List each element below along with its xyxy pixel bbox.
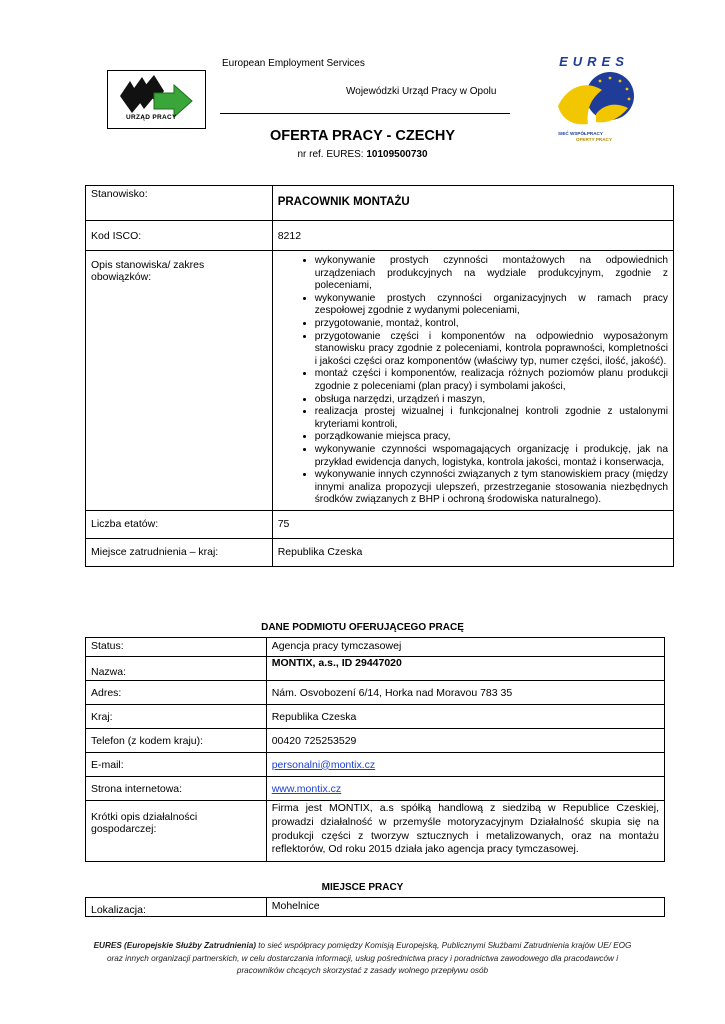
workplace-table [85, 897, 665, 917]
isco-value: 8212 [272, 221, 673, 251]
country-value: Republika Czeska [266, 705, 664, 729]
duty-item: • porządkowanie miejsca pracy, [315, 431, 668, 444]
web-label: Strona internetowa: [86, 777, 267, 801]
address-label: Adres: [86, 681, 267, 705]
count-value: 75 [272, 510, 673, 538]
duty-item: • wykonywanie prostych czynności organizacyjnych w ramach pracy zespołowej zgodnie z wydanymi poleceniami, [315, 293, 668, 318]
eures-logo-icon [552, 68, 636, 130]
email-link[interactable]: personalni@montix.cz [271, 758, 376, 771]
duty-item: • przygotowanie, montaż, kontrol, [315, 318, 668, 331]
email-label: E-mail: [86, 753, 267, 777]
header-divider [220, 113, 510, 114]
position-row [86, 186, 674, 221]
duty-item: • przygotowanie części i komponentów na odpowiednio wyposażonym stanowisku pracy zgodnie z poleceniami, kontrola poprawności, kompletności i jakości części oraz komponentów (właściwy typ, numer części, ilość, jakość). [315, 331, 668, 369]
position-label: Stanowisko: [86, 186, 273, 221]
page-title: OFERTA PRACY - CZECHY [269, 128, 456, 144]
footer-line-2: oraz innych organizacji partnerskich, w celu dostarczania informacji, usług pośrednictwa pracy i poradnictwa zawodowego dla pracodawców i [106, 953, 619, 963]
reference-line [0, 149, 725, 160]
duty-item: • wykonywanie czynności wspomagających organizację i produkcję, jak na przykład ewidencja danych, logistyka, kontrola jakości, montaż i konserwacja, [315, 444, 668, 469]
isco-row [86, 221, 674, 251]
eures-logo-sub1: SIEĆ WSPÓŁPRACY [558, 131, 603, 136]
footer-eures-name: EURES (Europejskie Służby Zatrudnienia) [93, 941, 256, 950]
employer-heading: DANE PODMIOTU OFERUJĄCEGO PRACĘ [261, 622, 464, 633]
reference-number: 10109500730 [366, 149, 428, 160]
footer-line-3: pracowników chcących skorzystać z zasady wolnego przepływu osób [236, 966, 489, 975]
description-value: Firma jest MONTIX, a.s spółką handlową z siedzibą w Republice Czeskiej, prowadzi działalność w przemyśle motoryzacyjnym Działalność skupia się na produkcji części z tworzyw sztucznych i metalizowanych, oraz na montażu reflektorów, Od roku 2015 działa jako agencja pracy tymczasowej. [266, 801, 664, 862]
duties-list [273, 255, 668, 507]
duty-item: • realizacja prostej wizualnej i funkcjonalnej kontroli zgodnie z ustalonymi kryteriami kontroli, [315, 406, 668, 431]
office-name: Wojewódzki Urząd Pracy w Opolu [346, 86, 497, 97]
reference-label: nr ref. EURES: [297, 149, 364, 160]
status-value: Agencja pracy tymczasowej [266, 638, 664, 657]
urzad-pracy-logo [107, 70, 206, 129]
employer-table [85, 637, 665, 862]
country-label: Kraj: [86, 705, 267, 729]
urzad-pracy-logo-text: URZĄD PRACY [126, 114, 177, 121]
duty-item: • wykonywanie innych czynności związanych z tym stanowiskiem pracy (między innymi analiza propozycji ulepszeń, przestrzeganie stosowania niezbędnych środków związanych z BHP i ochroną środowiska naturalnego). [315, 469, 668, 507]
footer-line-1-text: to sieć współpracy pomiędzy Komisją Europejską, Publicznymi Służbami Zatrudnienia krajów UE/ EOG [256, 941, 632, 950]
place-row [86, 538, 674, 566]
duty-item: • obsługa narzędzi, urządzeń i maszyn, [315, 394, 668, 407]
description-label: Krótki opis działalności gospodarczej: [86, 801, 267, 862]
location-value: Mohelnice [266, 898, 664, 917]
eures-logo-sub2: OFERTY PRACY [576, 137, 612, 142]
isco-label: Kod ISCO: [86, 221, 273, 251]
name-label: Nazwa: [86, 657, 267, 681]
address-value: Nám. Osvobození 6/14, Horka nad Moravou 783 35 [266, 681, 664, 705]
place-value: Republika Czeska [272, 538, 673, 566]
duties-label: Opis stanowiska/ zakres obowiązków: [86, 251, 273, 511]
duty-item: • wykonywanie prostych czynności montażowych na odpowiednich urządzeniach produkcyjnych na wydziale produkcyjnym, zgodnie z poleceniami, [315, 255, 668, 293]
position-value: PRACOWNIK MONTAŻU [277, 196, 410, 208]
duties-row [86, 251, 674, 511]
duty-item: • montaż części i komponentów, realizacja różnych poziomów planu produkcji zgodnie z poleceniami (plan pracy) i symbolami jakości, [315, 368, 668, 393]
location-label: Lokalizacja: [86, 898, 267, 917]
workplace-heading: MIEJSCE PRACY [321, 882, 404, 893]
phone-label: Telefon (z kodem kraju): [86, 729, 267, 753]
org-name: European Employment Services [222, 58, 365, 69]
job-table [85, 185, 674, 567]
website-link[interactable]: www.montix.cz [271, 782, 342, 795]
eures-logo-title: EURES [559, 54, 629, 69]
name-value: MONTIX, a.s., ID 29447020 [266, 657, 664, 681]
status-label: Status: [86, 638, 267, 657]
count-row [86, 510, 674, 538]
count-label: Liczba etatów: [86, 510, 273, 538]
footer [60, 940, 665, 978]
phone-value: 00420 725253529 [266, 729, 664, 753]
place-label: Miejsce zatrudnienia – kraj: [86, 538, 273, 566]
footer-line-1 [60, 940, 665, 953]
